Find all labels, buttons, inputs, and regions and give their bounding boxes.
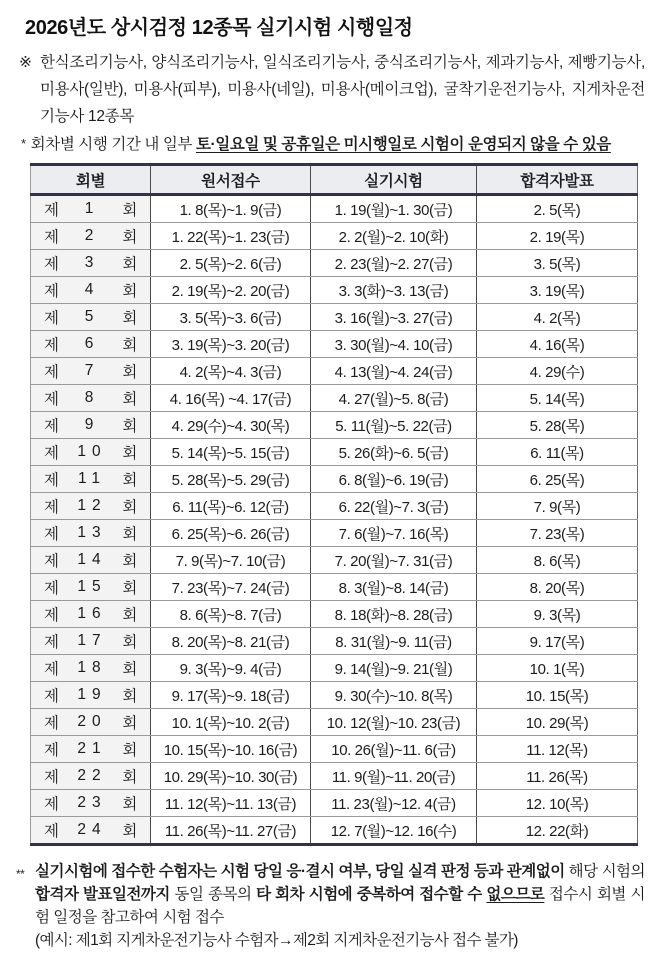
announce-date-cell: 4. 2(목) bbox=[477, 304, 638, 331]
exam-period-cell: 6. 8(월)~6. 19(금) bbox=[311, 466, 477, 493]
round-cell bbox=[31, 277, 151, 304]
round-prefix: 제 bbox=[44, 553, 59, 570]
announce-date-cell: 7. 23(목) bbox=[477, 520, 638, 547]
round-suffix: 회 bbox=[122, 607, 137, 624]
announce-date-cell: 7. 9(목) bbox=[477, 493, 638, 520]
round-cell bbox=[31, 736, 151, 763]
round-number: 13 bbox=[77, 524, 107, 541]
round-prefix: 제 bbox=[44, 364, 59, 381]
exam-period-cell: 3. 16(월)~3. 27(금) bbox=[311, 304, 477, 331]
table-row bbox=[31, 412, 638, 439]
table-row bbox=[31, 439, 638, 466]
round-suffix: 회 bbox=[122, 337, 137, 354]
round-cell bbox=[31, 439, 151, 466]
round-cell bbox=[31, 331, 151, 358]
round-number: 4 bbox=[84, 281, 100, 298]
round-suffix: 회 bbox=[122, 256, 137, 273]
exam-period-cell: 2. 23(월)~2. 27(금) bbox=[311, 250, 477, 277]
footer-seg3: 합격자 발표일전까지 bbox=[35, 886, 170, 903]
round-suffix: 회 bbox=[122, 634, 137, 651]
round-prefix: 제 bbox=[44, 310, 59, 327]
round-cell bbox=[31, 547, 151, 574]
exam-period-cell: 9. 14(월)~9. 21(월) bbox=[311, 655, 477, 682]
round-suffix: 회 bbox=[122, 364, 137, 381]
round-number: 20 bbox=[77, 713, 107, 730]
round-cell bbox=[31, 763, 151, 790]
round-suffix: 회 bbox=[122, 661, 137, 678]
round-cell bbox=[31, 817, 151, 845]
table-row bbox=[31, 520, 638, 547]
exam-period-cell: 9. 30(수)~10. 8(목) bbox=[311, 682, 477, 709]
round-prefix: 제 bbox=[44, 742, 59, 759]
round-suffix: 회 bbox=[122, 310, 137, 327]
table-header-row bbox=[31, 165, 638, 195]
announce-date-cell: 6. 25(목) bbox=[477, 466, 638, 493]
round-suffix: 회 bbox=[122, 769, 137, 786]
announce-date-cell: 9. 17(목) bbox=[477, 628, 638, 655]
apply-period-cell: 2. 5(목)~2. 6(금) bbox=[151, 250, 311, 277]
round-suffix: 회 bbox=[122, 742, 137, 759]
apply-period-cell: 6. 11(목)~6. 12(금) bbox=[151, 493, 311, 520]
round-number: 18 bbox=[77, 659, 107, 676]
apply-period-cell: 4. 16(목) ~4. 17(금) bbox=[151, 385, 311, 412]
round-prefix: 제 bbox=[44, 499, 59, 516]
apply-period-cell: 1. 8(목)~1. 9(금) bbox=[151, 195, 311, 223]
round-cell bbox=[31, 195, 151, 223]
exam-period-cell: 11. 9(월)~11. 20(금) bbox=[311, 763, 477, 790]
round-prefix: 제 bbox=[44, 202, 59, 219]
round-suffix: 회 bbox=[122, 499, 137, 516]
holiday-note bbox=[21, 132, 645, 157]
round-suffix: 회 bbox=[122, 715, 137, 732]
apply-period-cell: 5. 28(목)~5. 29(금) bbox=[151, 466, 311, 493]
round-suffix: 회 bbox=[122, 526, 137, 543]
announce-date-cell: 10. 15(목) bbox=[477, 682, 638, 709]
footer-note-text bbox=[35, 860, 645, 952]
apply-period-cell: 7. 9(목)~7. 10(금) bbox=[151, 547, 311, 574]
round-cell bbox=[31, 574, 151, 601]
announce-date-cell: 2. 5(목) bbox=[477, 195, 638, 223]
exam-period-cell: 3. 3(화)~3. 13(금) bbox=[311, 277, 477, 304]
table-row bbox=[31, 277, 638, 304]
announce-date-cell: 4. 16(목) bbox=[477, 331, 638, 358]
round-cell bbox=[31, 466, 151, 493]
apply-period-cell: 11. 26(목)~11. 27(금) bbox=[151, 817, 311, 845]
round-prefix: 제 bbox=[44, 661, 59, 678]
table-row bbox=[31, 763, 638, 790]
subjects-note-text: 한식조리기능사, 양식조리기능사, 일식조리기능사, 중식조리기능사, 제과기능사, 제빵기능사, 미용사(일반), 미용사(피부), 미용사(네일), 미용사(메이크업), 굴착기운전기능사, 지게차운전기능사 12종목 bbox=[40, 54, 645, 125]
table-row bbox=[31, 250, 638, 277]
round-number: 16 bbox=[77, 605, 107, 622]
announce-date-cell: 10. 1(목) bbox=[477, 655, 638, 682]
announce-date-cell: 3. 5(목) bbox=[477, 250, 638, 277]
round-number: 3 bbox=[84, 254, 100, 271]
round-suffix: 회 bbox=[122, 472, 137, 489]
round-prefix: 제 bbox=[44, 283, 59, 300]
table-row bbox=[31, 628, 638, 655]
table-row bbox=[31, 223, 638, 250]
round-prefix: 제 bbox=[44, 688, 59, 705]
exam-period-cell: 7. 20(월)~7. 31(금) bbox=[311, 547, 477, 574]
holiday-note-marker: * bbox=[21, 136, 26, 151]
round-cell bbox=[31, 628, 151, 655]
table-row bbox=[31, 331, 638, 358]
apply-period-cell: 10. 29(목)~10. 30(금) bbox=[151, 763, 311, 790]
exam-period-cell: 5. 26(화)~6. 5(금) bbox=[311, 439, 477, 466]
exam-period-cell: 1. 19(월)~1. 30(금) bbox=[311, 195, 477, 223]
document-page bbox=[0, 16, 660, 967]
apply-period-cell: 1. 22(목)~1. 23(금) bbox=[151, 223, 311, 250]
round-cell bbox=[31, 250, 151, 277]
round-cell bbox=[31, 655, 151, 682]
table-row bbox=[31, 709, 638, 736]
round-number: 22 bbox=[77, 767, 107, 784]
footer-note-marker: ** bbox=[16, 867, 25, 881]
announce-date-cell: 4. 29(수) bbox=[477, 358, 638, 385]
round-prefix: 제 bbox=[44, 256, 59, 273]
announce-date-cell: 3. 19(목) bbox=[477, 277, 638, 304]
round-prefix: 제 bbox=[44, 391, 59, 408]
round-suffix: 회 bbox=[122, 391, 137, 408]
round-number: 2 bbox=[84, 227, 100, 244]
round-number: 15 bbox=[77, 578, 107, 595]
apply-period-cell: 6. 25(목)~6. 26(금) bbox=[151, 520, 311, 547]
exam-period-cell: 8. 18(화)~8. 28(금) bbox=[311, 601, 477, 628]
apply-period-cell: 4. 29(수)~4. 30(목) bbox=[151, 412, 311, 439]
round-suffix: 회 bbox=[122, 202, 137, 219]
round-cell bbox=[31, 223, 151, 250]
round-number: 5 bbox=[84, 308, 100, 325]
apply-period-cell: 8. 6(목)~8. 7(금) bbox=[151, 601, 311, 628]
round-number: 8 bbox=[84, 389, 100, 406]
round-number: 1 bbox=[84, 200, 100, 217]
round-number: 14 bbox=[77, 551, 107, 568]
announce-date-cell: 11. 12(목) bbox=[477, 736, 638, 763]
round-suffix: 회 bbox=[122, 553, 137, 570]
round-cell bbox=[31, 682, 151, 709]
round-prefix: 제 bbox=[44, 796, 59, 813]
exam-period-cell: 8. 31(월)~9. 11(금) bbox=[311, 628, 477, 655]
round-prefix: 제 bbox=[44, 472, 59, 489]
round-cell bbox=[31, 520, 151, 547]
exam-period-cell: 3. 30(월)~4. 10(금) bbox=[311, 331, 477, 358]
apply-period-cell: 2. 19(목)~2. 20(금) bbox=[151, 277, 311, 304]
column-header-apply: 원서접수 bbox=[151, 165, 311, 195]
round-suffix: 회 bbox=[122, 445, 137, 462]
round-cell bbox=[31, 304, 151, 331]
round-prefix: 제 bbox=[44, 769, 59, 786]
holiday-note-emphasis: 토·일요일 및 공휴일은 미시행일로 시험이 운영되지 않을 수 있음 bbox=[195, 136, 611, 153]
apply-period-cell: 10. 15(목)~10. 16(금) bbox=[151, 736, 311, 763]
apply-period-cell: 10. 1(목)~10. 2(금) bbox=[151, 709, 311, 736]
column-header-announce: 합격자발표 bbox=[477, 165, 638, 195]
round-suffix: 회 bbox=[122, 418, 137, 435]
footer-seg1: 실기시험에 접수한 수험자는 시험 당일 응·결시 여부, 당일 실격 판정 등과 관계없이 bbox=[35, 863, 565, 880]
round-number: 19 bbox=[77, 686, 107, 703]
column-header-round: 회별 bbox=[31, 165, 151, 195]
table-row bbox=[31, 790, 638, 817]
footer-example: (예시: 제1회 지게차운전기능사 수험자→제2회 지게차운전기능사 접수 불가) bbox=[35, 932, 518, 949]
round-suffix: 회 bbox=[122, 796, 137, 813]
announce-date-cell: 5. 14(목) bbox=[477, 385, 638, 412]
column-header-exam: 실기시험 bbox=[311, 165, 477, 195]
exam-period-cell: 5. 11(월)~5. 22(금) bbox=[311, 412, 477, 439]
table-row bbox=[31, 466, 638, 493]
round-prefix: 제 bbox=[44, 823, 59, 840]
round-cell bbox=[31, 385, 151, 412]
schedule-body bbox=[31, 195, 638, 845]
round-number: 9 bbox=[84, 416, 100, 433]
table-row bbox=[31, 682, 638, 709]
round-number: 17 bbox=[77, 632, 107, 649]
table-row bbox=[31, 195, 638, 223]
announce-date-cell: 10. 29(목) bbox=[477, 709, 638, 736]
footer-seg7: 접수시 회별 시험 일정을 참고하여 시험 접수 bbox=[35, 886, 645, 926]
exam-schedule-table bbox=[30, 163, 638, 846]
announce-date-cell: 8. 6(목) bbox=[477, 547, 638, 574]
round-prefix: 제 bbox=[44, 445, 59, 462]
round-cell bbox=[31, 601, 151, 628]
apply-period-cell: 7. 23(목)~7. 24(금) bbox=[151, 574, 311, 601]
announce-date-cell: 8. 20(목) bbox=[477, 574, 638, 601]
round-prefix: 제 bbox=[44, 607, 59, 624]
table-row bbox=[31, 736, 638, 763]
subjects-note bbox=[19, 49, 645, 130]
round-number: 12 bbox=[77, 497, 107, 514]
round-suffix: 회 bbox=[122, 688, 137, 705]
announce-date-cell: 11. 26(목) bbox=[477, 763, 638, 790]
apply-period-cell: 8. 20(목)~8. 21(금) bbox=[151, 628, 311, 655]
exam-period-cell: 10. 26(월)~11. 6(금) bbox=[311, 736, 477, 763]
announce-date-cell: 5. 28(목) bbox=[477, 412, 638, 439]
round-number: 11 bbox=[77, 470, 107, 487]
exam-period-cell: 6. 22(월)~7. 3(금) bbox=[311, 493, 477, 520]
round-cell bbox=[31, 493, 151, 520]
table-row bbox=[31, 547, 638, 574]
round-prefix: 제 bbox=[44, 580, 59, 597]
announce-date-cell: 2. 19(목) bbox=[477, 223, 638, 250]
subjects-note-marker: ※ bbox=[19, 54, 32, 71]
exam-period-cell: 2. 2(월)~2. 10(화) bbox=[311, 223, 477, 250]
apply-period-cell: 3. 5(목)~3. 6(금) bbox=[151, 304, 311, 331]
apply-period-cell: 11. 12(목)~11. 13(금) bbox=[151, 790, 311, 817]
round-number: 6 bbox=[84, 335, 100, 352]
round-prefix: 제 bbox=[44, 337, 59, 354]
announce-date-cell: 6. 11(목) bbox=[477, 439, 638, 466]
holiday-note-prefix: 회차별 시행 기간 내 일부 bbox=[30, 136, 196, 153]
apply-period-cell: 5. 14(목)~5. 15(금) bbox=[151, 439, 311, 466]
round-suffix: 회 bbox=[122, 823, 137, 840]
footer-seg4: 동일 종목의 bbox=[169, 886, 257, 903]
table-row bbox=[31, 601, 638, 628]
apply-period-cell: 3. 19(목)~3. 20(금) bbox=[151, 331, 311, 358]
apply-period-cell: 9. 17(목)~9. 18(금) bbox=[151, 682, 311, 709]
table-row bbox=[31, 817, 638, 845]
announce-date-cell: 9. 3(목) bbox=[477, 601, 638, 628]
round-prefix: 제 bbox=[44, 418, 59, 435]
footer-seg2: 해당 시험의 bbox=[564, 863, 645, 880]
round-suffix: 회 bbox=[122, 229, 137, 246]
round-cell bbox=[31, 358, 151, 385]
exam-period-cell: 12. 7(월)~12. 16(수) bbox=[311, 817, 477, 845]
round-suffix: 회 bbox=[122, 580, 137, 597]
apply-period-cell: 9. 3(목)~9. 4(금) bbox=[151, 655, 311, 682]
footer-seg6: 없으므로 bbox=[486, 886, 545, 903]
round-number: 7 bbox=[84, 362, 100, 379]
round-suffix: 회 bbox=[122, 283, 137, 300]
table-row bbox=[31, 574, 638, 601]
exam-period-cell: 10. 12(월)~10. 23(금) bbox=[311, 709, 477, 736]
exam-period-cell: 4. 13(월)~4. 24(금) bbox=[311, 358, 477, 385]
announce-date-cell: 12. 22(화) bbox=[477, 817, 638, 845]
round-cell bbox=[31, 709, 151, 736]
footer-seg5: 타 회차 시험에 중복하여 접수할 수 bbox=[256, 886, 487, 903]
round-number: 24 bbox=[77, 821, 107, 838]
table-row bbox=[31, 358, 638, 385]
round-number: 23 bbox=[77, 794, 107, 811]
round-prefix: 제 bbox=[44, 526, 59, 543]
apply-period-cell: 4. 2(목)~4. 3(금) bbox=[151, 358, 311, 385]
exam-period-cell: 8. 3(월)~8. 14(금) bbox=[311, 574, 477, 601]
round-prefix: 제 bbox=[44, 229, 59, 246]
table-row bbox=[31, 385, 638, 412]
round-prefix: 제 bbox=[44, 715, 59, 732]
round-prefix: 제 bbox=[44, 634, 59, 651]
table-row bbox=[31, 655, 638, 682]
exam-period-cell: 7. 6(월)~7. 16(목) bbox=[311, 520, 477, 547]
exam-period-cell: 4. 27(월)~5. 8(금) bbox=[311, 385, 477, 412]
table-row bbox=[31, 493, 638, 520]
round-cell bbox=[31, 790, 151, 817]
exam-period-cell: 11. 23(월)~12. 4(금) bbox=[311, 790, 477, 817]
table-row bbox=[31, 304, 638, 331]
round-number: 10 bbox=[77, 443, 107, 460]
round-number: 21 bbox=[77, 740, 107, 757]
footer-note bbox=[16, 860, 645, 952]
page-title: 2026년도 상시검정 12종목 실기시험 시행일정 bbox=[25, 17, 413, 39]
announce-date-cell: 12. 10(목) bbox=[477, 790, 638, 817]
round-cell bbox=[31, 412, 151, 439]
